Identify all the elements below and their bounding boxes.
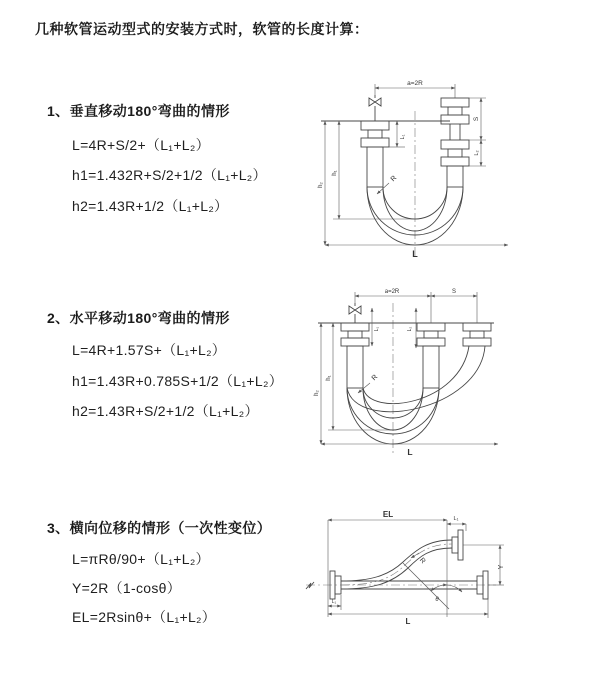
right-hose-braid	[447, 166, 463, 187]
section-3-formula-y: Y=2R（1-cosθ）	[72, 580, 182, 596]
length-label: L	[405, 617, 411, 626]
dim-label-span: a=2R	[384, 289, 400, 295]
dim-label-el: EL	[382, 510, 394, 519]
dim-label-l1: L₁	[374, 326, 380, 332]
diagram-horizontal-180-bend	[312, 283, 600, 463]
valve-icon	[349, 303, 361, 323]
left-hose-braid	[367, 147, 383, 187]
section-1-formula-h2: h2=1.43R+1/2（L₁+L₂）	[72, 198, 229, 214]
valve-icon	[369, 95, 381, 121]
section-1-formula-l: L=4R+S/2+（L₁+L₂）	[72, 137, 210, 153]
angle-label: θ	[435, 597, 439, 603]
dim-label-l1-bottom: L₁	[331, 599, 337, 605]
section-1-formula-h1: h1=1.432R+S/2+1/2（L₁+L₂）	[72, 167, 267, 183]
diagram-lateral-displacement	[300, 500, 600, 650]
dimension-lines	[325, 84, 508, 245]
diagram-vertical-180-bend	[313, 73, 590, 263]
section-2-formula-l: L=4R+1.57S+（L₁+L₂）	[72, 342, 227, 358]
dim-label-y: Y	[498, 564, 505, 570]
section-3-heading: 3、横向位移的情形（一次性变位）	[47, 520, 272, 536]
dim-label-l2: L₂	[407, 326, 413, 332]
section-3-formula-el: EL=2Rsinθ+（L₁+L₂）	[72, 609, 217, 625]
section-2-heading: 2、水平移动180°弯曲的情形	[47, 310, 230, 326]
dim-label-s: S	[473, 116, 480, 122]
section-2-formula-h1: h1=1.43R+0.785S+1/2（L₁+L₂）	[72, 373, 283, 389]
dim-label-h1: h₁	[326, 375, 332, 381]
dimension-lines	[321, 292, 498, 444]
radius-label: R	[417, 556, 427, 566]
s-curve-hose	[341, 540, 452, 589]
dim-label-h2: h₂	[314, 390, 320, 396]
flange-right	[463, 323, 491, 346]
flange-middle	[417, 323, 445, 346]
right-flange-assembly	[441, 98, 469, 166]
dim-label-h1: h₁	[332, 170, 338, 176]
section-2-formula-h2: h2=1.43R+S/2+1/2（L₁+L₂）	[72, 403, 259, 419]
length-label: L	[412, 249, 418, 259]
centerline-break-mark	[306, 582, 314, 589]
left-hose-braid	[347, 346, 363, 388]
section-3-formula-l: L=πRθ/90+（L₁+L₂）	[72, 551, 210, 567]
dim-label-l2: L₂	[474, 150, 480, 156]
dim-label-s: S	[451, 289, 457, 295]
dim-label-span: a=2R	[407, 80, 423, 87]
dim-label-h2: h₂	[318, 182, 324, 188]
flange-upper-right	[452, 530, 463, 560]
angle-construction	[403, 563, 462, 609]
dimension-lines	[328, 520, 504, 618]
left-flange	[361, 121, 389, 147]
flange-left	[341, 323, 369, 346]
dim-label-l1: L₁	[400, 134, 406, 140]
radius-label: R	[389, 174, 399, 184]
section-1-heading: 1、垂直移动180°弯曲的情形	[47, 103, 230, 119]
u-bend-hose-positions	[347, 346, 485, 444]
length-label: L	[407, 447, 413, 457]
page-title: 几种软管运动型式的安装方式时，软管的长度计算：	[35, 21, 369, 37]
dim-label-l1-top: L₁	[453, 516, 459, 522]
middle-hose-braid	[423, 346, 439, 388]
radius-label: R	[370, 373, 380, 383]
